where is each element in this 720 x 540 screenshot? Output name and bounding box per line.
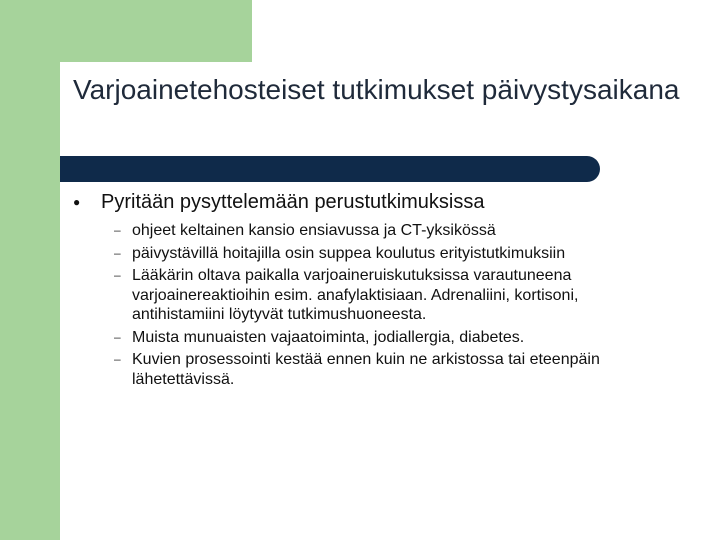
dash-bullet-icon: –	[114, 352, 121, 366]
slide-title: Varjoainetehosteiset tutkimukset päivystysaikana	[73, 74, 680, 105]
main-bullet-item	[73, 189, 693, 215]
sub-bullet-item	[114, 350, 693, 389]
title-divider-bar	[60, 156, 600, 182]
main-bullet-text: Pyritään pysyttelemään perustutkimuksissa	[101, 191, 485, 213]
dash-bullet-icon: –	[114, 223, 121, 237]
dash-bullet-icon: –	[114, 268, 121, 282]
slide-content	[73, 189, 693, 392]
sub-bullet-item	[114, 244, 693, 264]
sub-bullet-text: Muista munuaisten vajaatoiminta, jodiallergia, diabetes.	[132, 328, 525, 346]
sub-bullet-item	[114, 328, 693, 348]
sub-bullet-text: päivystävillä hoitajilla osin suppea koulutus erityistutkimuksiin	[132, 244, 566, 262]
sub-bullet-text: ohjeet keltainen kansio ensiavussa ja CT-yksikössä	[132, 222, 496, 239]
green-top-band	[0, 0, 252, 62]
sub-bullet-item	[114, 221, 693, 241]
dash-bullet-icon: –	[114, 245, 121, 260]
dot-bullet-icon: ●	[73, 195, 81, 209]
sub-bullet-text: Lääkärin oltava paikalla varjoaineruiskutuksissa varautuneena varjoainereaktioihin esim. anafylaktisiaan. Adrenaliini, kortisoni, antihistamiini löytyvät tutkimushuoneesta.	[132, 267, 579, 323]
sub-bullet-list	[73, 221, 693, 389]
sub-bullet-item	[114, 266, 693, 325]
dash-bullet-icon: –	[114, 329, 121, 344]
sub-bullet-text: Kuvien prosessointi kestää ennen kuin ne arkistossa tai eteenpäin lähetettävissä.	[132, 351, 600, 388]
green-sidebar-band	[0, 0, 60, 540]
